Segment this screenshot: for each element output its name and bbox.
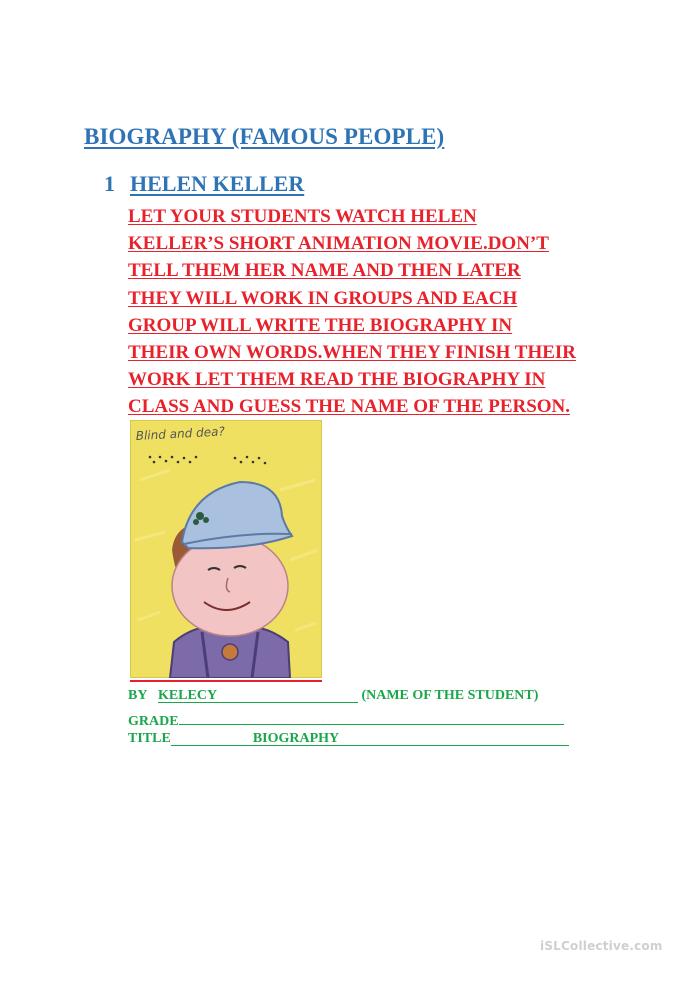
item-number: 1 <box>104 171 115 196</box>
instruction-line: GROUP WILL WRITE THE BIOGRAPHY IN <box>128 314 513 336</box>
by-value[interactable]: KELECY <box>158 688 358 703</box>
drawing-caption: Blind and dea? <box>135 424 226 443</box>
name-note: (NAME OF THE STUDENT) <box>361 688 539 703</box>
by-label: BY <box>128 688 148 703</box>
instruction-text <box>128 203 688 421</box>
item-heading <box>104 171 304 197</box>
title-blank[interactable] <box>171 731 569 746</box>
instruction-line: THEIR OWN WORDS.WHEN THEY FINISH THEIR <box>128 342 577 364</box>
student-drawing <box>130 420 322 678</box>
instruction-line: KELLER’S SHORT ANIMATION MOVIE.DON’T <box>128 233 549 255</box>
form-line-by <box>128 688 538 704</box>
instruction-line: LET YOUR STUDENTS WATCH HELEN <box>128 206 477 227</box>
form-line-title <box>128 731 569 747</box>
instruction-line: TELL THEM HER NAME AND THEN LATER <box>128 260 521 282</box>
grade-blank[interactable] <box>179 710 564 725</box>
form-line-grade <box>128 710 564 730</box>
title-value: BIOGRAPHY <box>252 731 340 746</box>
instruction-line: WORK LET THEM READ THE BIOGRAPHY IN <box>128 369 546 391</box>
red-rule-divider <box>130 680 322 682</box>
instruction-line: THEY WILL WORK IN GROUPS AND EACH <box>128 287 518 309</box>
title-label: TITLE <box>128 731 171 746</box>
watermark: iSLCollective.com <box>540 939 663 953</box>
page-title: BIOGRAPHY (FAMOUS PEOPLE) <box>84 124 445 149</box>
grade-label: GRADE <box>128 714 179 729</box>
item-name: HELEN KELLER <box>130 171 305 196</box>
instruction-line: CLASS AND GUESS THE NAME OF THE PERSON. <box>128 396 571 418</box>
